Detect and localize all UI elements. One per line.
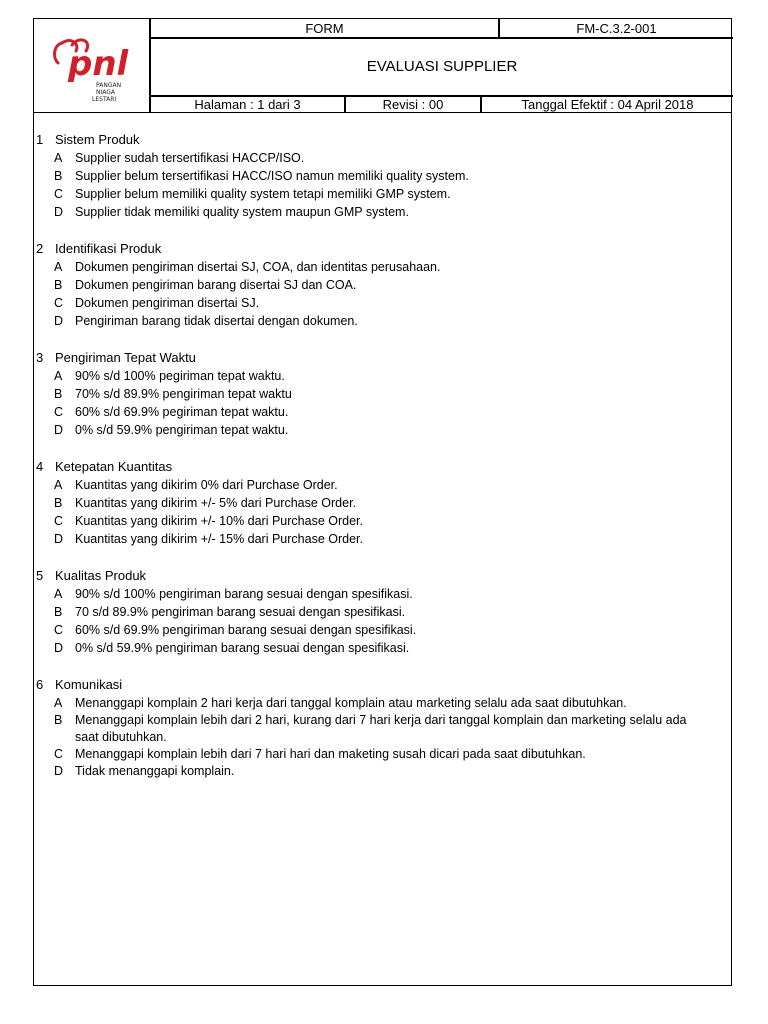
option-text: Kuantitas yang dikirim 0% dari Purchase Order. (75, 478, 338, 492)
criteria-number: 6 (36, 677, 44, 692)
option-letter: D (54, 532, 64, 546)
criteria-title: Ketepatan Kuantitas (55, 459, 173, 474)
option-text: Supplier tidak memiliki quality system maupun GMP system. (75, 205, 409, 219)
option-letter: C (54, 296, 64, 310)
option-letter: A (54, 369, 63, 383)
criteria-number: 2 (36, 241, 44, 256)
option-text: Supplier belum tersertifikasi HACC/ISO namun memiliki quality system. (75, 169, 469, 183)
option-text: Supplier belum memiliki quality system tetapi memiliki GMP system. (75, 187, 451, 201)
option-letter: D (54, 314, 64, 328)
logo-brand: pnl (68, 44, 129, 84)
option-letter: A (54, 478, 63, 492)
logo-line-3: LESTARI (92, 96, 117, 103)
option-letter: A (54, 260, 63, 274)
criteria-number: 3 (36, 350, 44, 365)
option-text: 90% s/d 100% pegiriman tepat waktu. (75, 369, 285, 383)
option-letter: B (54, 605, 63, 619)
criteria-number: 1 (36, 132, 44, 147)
option-text: Supplier sudah tersertifikasi HACCP/ISO. (75, 151, 305, 165)
option-text: Dokumen pengiriman disertai SJ. (75, 296, 260, 310)
option-letter: D (54, 764, 64, 778)
criteria-number: 5 (36, 568, 44, 583)
option-letter: A (54, 587, 63, 601)
revision-info: Revisi : 00 (382, 97, 444, 112)
form-header (34, 19, 731, 113)
company-logo (50, 29, 150, 105)
option-text: Kuantitas yang dikirim +/- 10% dari Purchase Order. (75, 514, 363, 528)
option-text: 60% s/d 69.9% pengiriman barang sesuai dengan spesifikasi. (75, 623, 417, 637)
option-text: 90% s/d 100% pengiriman barang sesuai dengan spesifikasi. (75, 587, 413, 601)
option-letter: A (54, 696, 63, 710)
page-info: Halaman : 1 dari 3 (194, 97, 301, 112)
option-letter: A (54, 151, 63, 165)
form-title: EVALUASI SUPPLIER (366, 58, 518, 75)
option-text: Menanggapi komplain 2 hari kerja dari tanggal komplain atau marketing selalu ada saat dibutuhkan. (75, 696, 627, 710)
option-text: Dokumen pengiriman disertai SJ, COA, dan identitas perusahaan. (75, 260, 441, 274)
form-label: FORM (305, 20, 344, 36)
criteria-title: Sistem Produk (55, 132, 140, 147)
option-text: Pengiriman barang tidak disertai dengan dokumen. (75, 314, 358, 328)
criteria-title: Pengiriman Tepat Waktu (55, 350, 196, 365)
option-letter: C (54, 623, 64, 637)
option-letter: D (54, 205, 64, 219)
logo-line-1: PANGAN (96, 82, 122, 89)
option-text: Kuantitas yang dikirim +/- 5% dari Purchase Order. (75, 496, 357, 510)
option-letter: C (54, 405, 64, 419)
option-letter: C (54, 187, 64, 201)
option-text: 70 s/d 89.9% pengiriman barang sesuai dengan spesifikasi. (75, 605, 406, 619)
logo-line-2: NIAGA (96, 89, 116, 96)
criteria-title: Identifikasi Produk (55, 241, 162, 256)
option-letter: B (54, 278, 63, 292)
option-letter: C (54, 747, 64, 761)
option-letter: B (54, 713, 63, 727)
criteria-number: 4 (36, 459, 44, 474)
option-text: Tidak menanggapi komplain. (75, 764, 235, 778)
form-code: FM-C.3.2-001 (576, 20, 657, 36)
option-letter: D (54, 423, 64, 437)
option-text: Dokumen pengiriman barang disertai SJ dan COA. (75, 278, 357, 292)
option-text: Kuantitas yang dikirim +/- 15% dari Purchase Order. (75, 532, 363, 546)
option-text: 0% s/d 59.9% pengiriman barang sesuai dengan spesifikasi. (75, 641, 410, 655)
effective-date: Tanggal Efektif : 04 April 2018 (521, 97, 694, 112)
option-text: 70% s/d 89.9% pengiriman tepat waktu (75, 387, 292, 401)
option-letter: C (54, 514, 64, 528)
option-text: 0% s/d 59.9% pengiriman tepat waktu. (75, 423, 289, 437)
criteria-title: Kualitas Produk (55, 568, 147, 583)
option-letter: B (54, 496, 63, 510)
option-text: 60% s/d 69.9% pegiriman tepat waktu. (75, 405, 289, 419)
option-text: Menanggapi komplain lebih dari 2 hari, kurang dari 7 hari kerja dari tanggal komplain dan marketing selalu ada saat dibutuhkan. (75, 713, 687, 744)
option-letter: B (54, 169, 63, 183)
option-text: Menanggapi komplain lebih dari 7 hari hari dan maketing susah dicari pada saat dibutuhkan. (75, 747, 586, 761)
document-frame (33, 18, 732, 986)
option-letter: B (54, 387, 63, 401)
option-letter: D (54, 641, 64, 655)
criteria-title: Komunikasi (55, 677, 123, 692)
